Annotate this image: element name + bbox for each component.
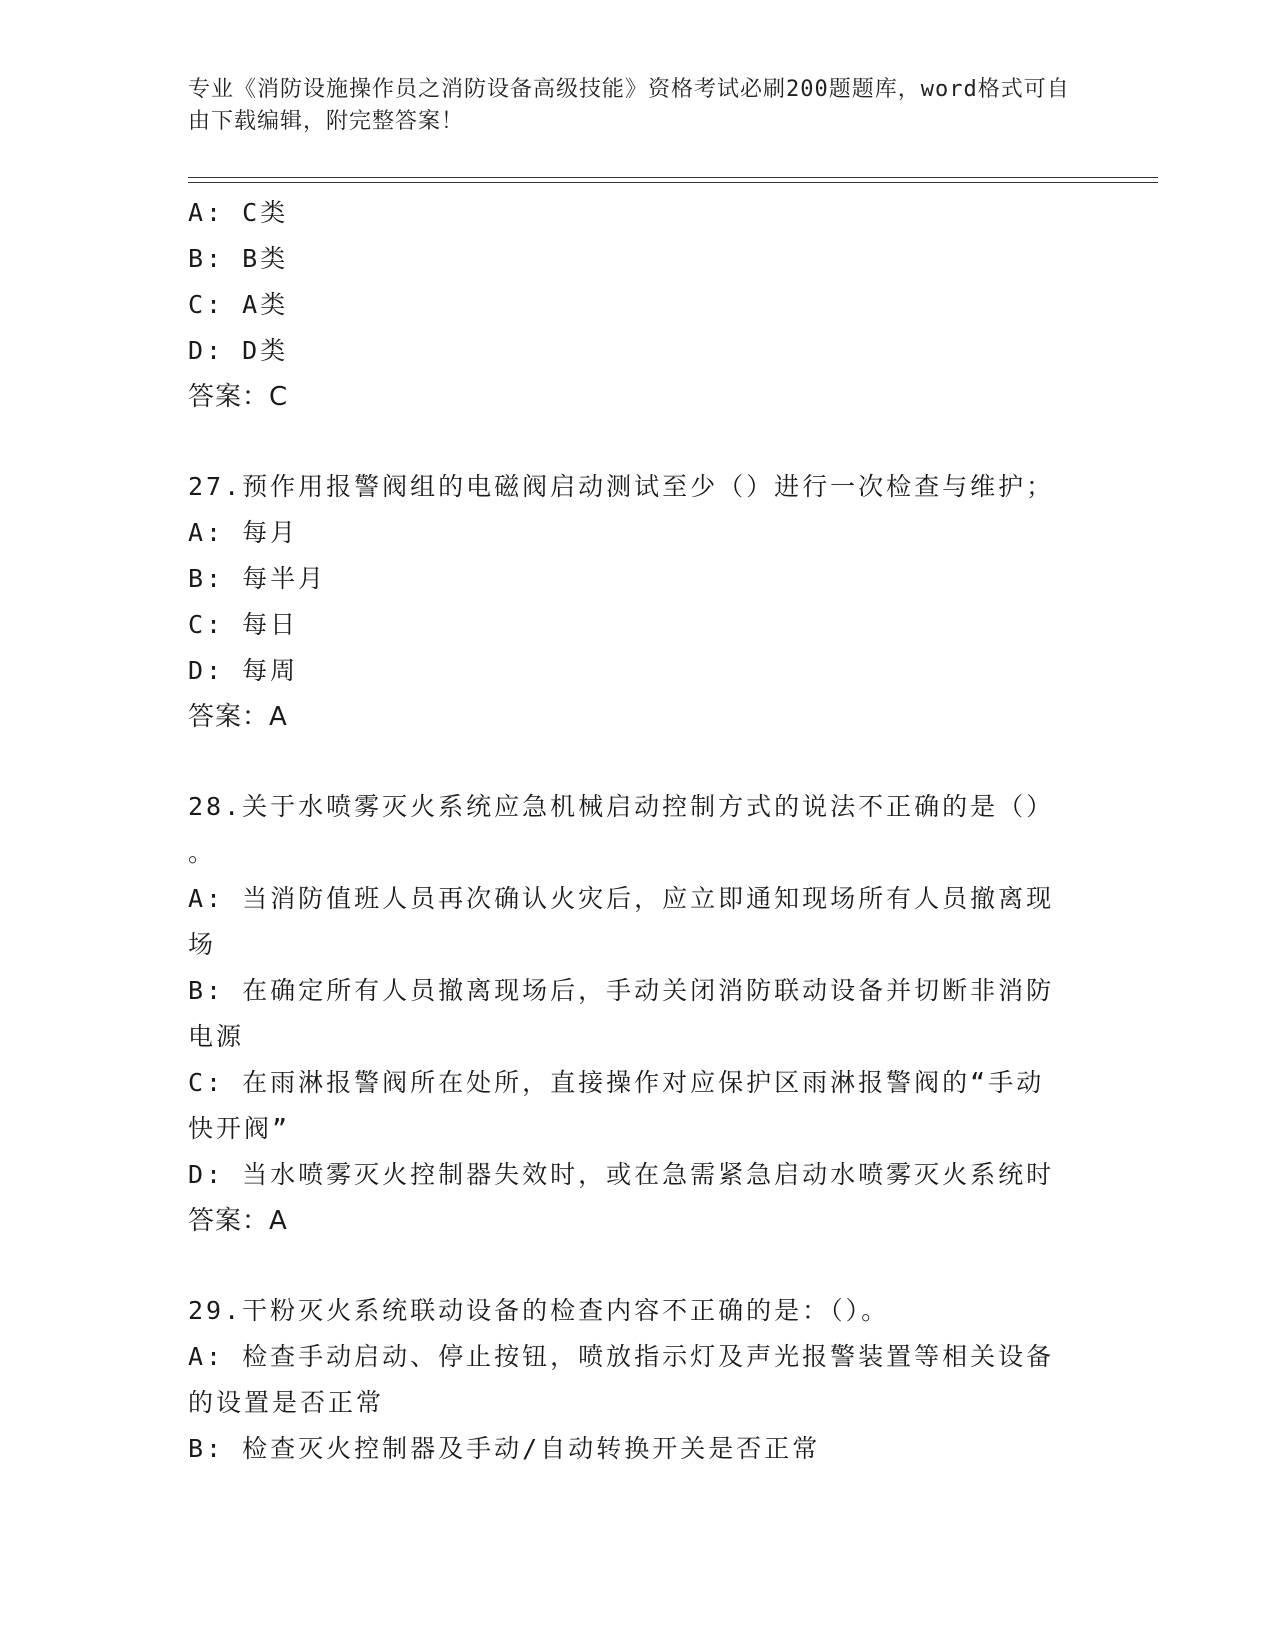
question-list [188,190,1088,1472]
option-d: D: D类 [188,336,289,365]
document-header: 专业《消防设施操作员之消防设备高级技能》资格考试必刷200题题库，word格式可自由下载编辑，附完整答案！ [188,77,1070,134]
option-a-continued: 的设置是否正常 [188,1388,385,1417]
option-a: A: 检查手动启动、停止按钮，喷放指示灯及声光报警装置等相关设备 [188,1342,1055,1371]
question-stem: 29.干粉灭火系统联动设备的检查内容不正确的是：（）。 [188,1296,890,1325]
option-d: D: 当水喷雾灭火控制器失效时，或在急需紧急启动水喷雾灭火系统时 [188,1160,1055,1189]
option-b: B: B类 [188,244,289,273]
question-27 [188,464,1088,740]
answer: 答案：C [188,382,289,412]
option-b-continued: 电源 [188,1022,245,1051]
header-rule-top [188,177,1158,178]
option-c-continued: 快开阀” [188,1114,291,1143]
answer: 答案：A [188,702,288,732]
option-a: A: 每月 [188,518,299,547]
option-c: C: A类 [188,290,289,319]
option-b: B: 每半月 [188,564,327,593]
header-rule-bottom [188,182,1158,183]
option-b: B: 在确定所有人员撤离现场后，手动关闭消防联动设备并切断非消防 [188,976,1055,1005]
option-c: C: 每日 [188,610,299,639]
question-28 [188,784,1088,1244]
answer: 答案：A [188,1206,288,1236]
option-a: A: C类 [188,198,289,227]
question-stem-continued: 。 [188,838,217,867]
question-stem: 28.关于水喷雾灭火系统应急机械启动控制方式的说法不正确的是（） [188,792,1055,821]
question-29 [188,1288,1088,1472]
question-stem: 27.预作用报警阀组的电磁阀启动测试至少（）进行一次检查与维护； [188,472,1055,501]
option-c: C: 在雨淋报警阀所在处所，直接操作对应保护区雨淋报警阀的“手动 [188,1068,1045,1097]
option-b: B: 检查灭火控制器及手动/自动转换开关是否正常 [188,1434,821,1463]
question-26-tail [188,190,1088,420]
option-d: D: 每周 [188,656,299,685]
option-a-continued: 场 [188,930,217,959]
option-a: A: 当消防值班人员再次确认火灾后，应立即通知现场所有人员撤离现 [188,884,1055,913]
